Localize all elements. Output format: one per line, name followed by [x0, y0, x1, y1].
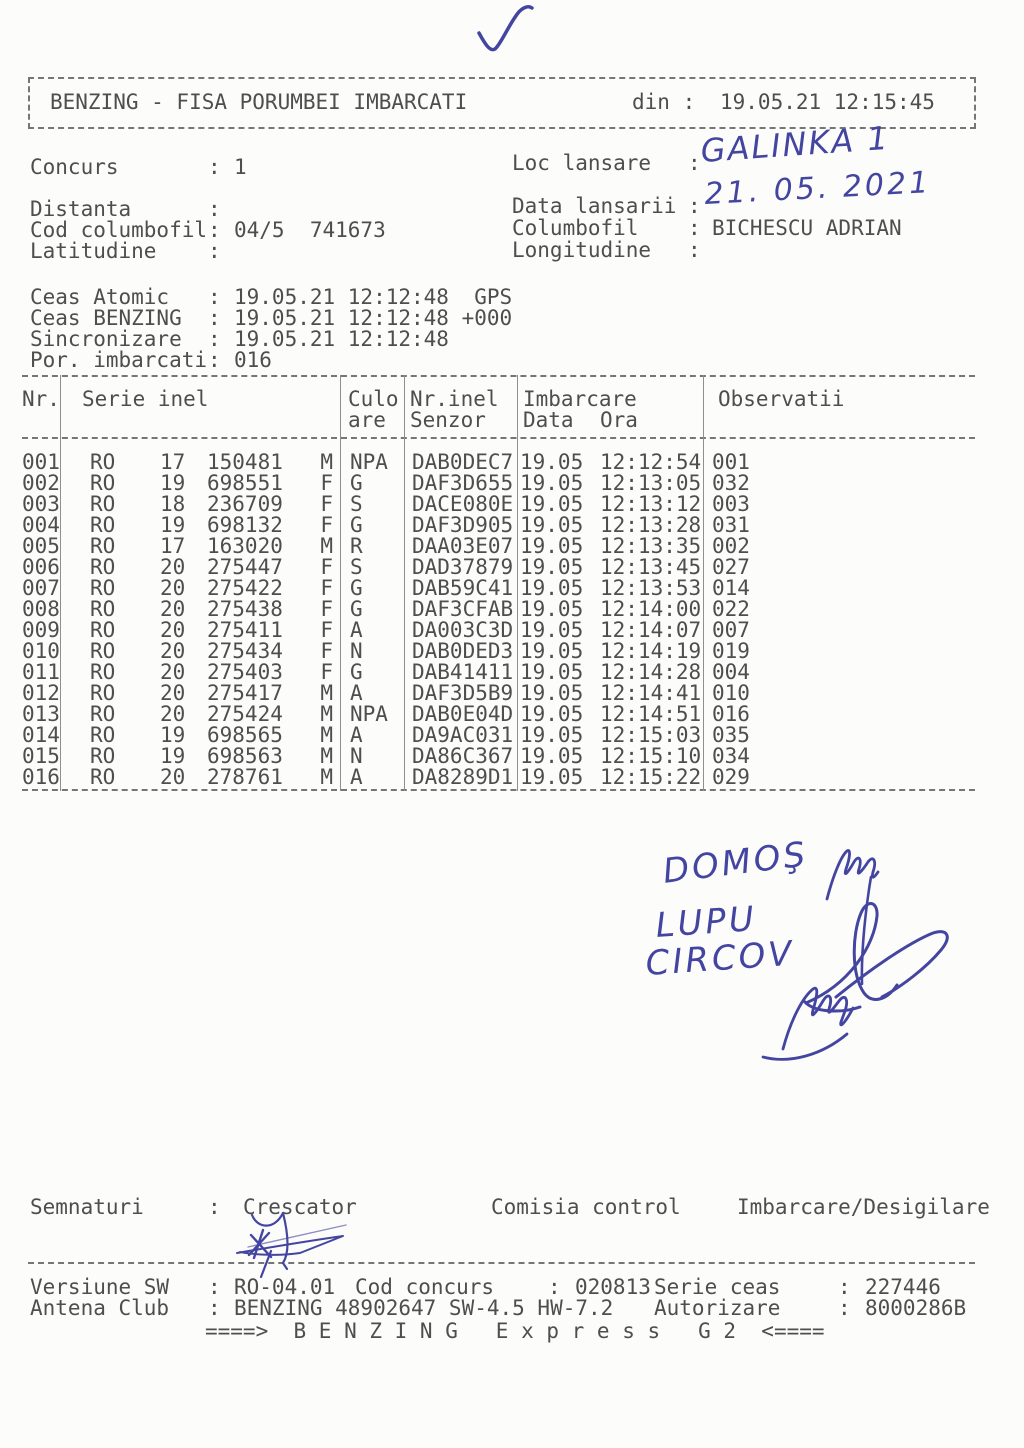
colon: : [688, 238, 701, 262]
cell-ring-year: 20 [160, 681, 186, 705]
col-header-ora: Ora [600, 408, 638, 432]
cell-observatii: 022 [712, 597, 750, 621]
header-box [28, 77, 976, 129]
colon: : [838, 1296, 851, 1320]
cell-observatii: 004 [712, 660, 750, 684]
col-header-nr: Nr. [22, 387, 60, 411]
cell-time: 12:12:54 [600, 450, 702, 474]
col-header-culoare: Culo [348, 387, 399, 411]
col-header-culoare: are [348, 408, 386, 432]
cell-ring-year: 19 [160, 723, 186, 747]
cell-sensor: DA86C367 [412, 744, 514, 768]
cell-time: 12:14:41 [600, 681, 702, 705]
cell-ring-number: 163020 [207, 534, 283, 558]
cell-ring-country: RO [90, 492, 116, 516]
cell-ring-number: 278761 [207, 765, 283, 789]
longitudine-label: Longitudine [512, 238, 652, 262]
cell-observatii: 029 [712, 765, 750, 789]
ceas-benzing-value: 19.05.21 12:12:48 +000 [234, 306, 513, 330]
cell-date: 19.05 [520, 471, 584, 495]
cell-sex: M [320, 450, 333, 474]
cell-sex: M [320, 702, 333, 726]
antena-club-value: BENZING 48902647 SW-4.5 HW-7.2 [234, 1296, 614, 1320]
cell-ring-country: RO [90, 765, 116, 789]
crescator-signature [248, 1225, 346, 1247]
data-lansarii-label: Data lansarii [512, 194, 677, 218]
cell-ring-country: RO [90, 618, 116, 642]
antena-club-label: Antena Club [30, 1296, 170, 1320]
cell-color: N [350, 639, 363, 663]
cell-nr: 008 [22, 597, 60, 621]
cell-ring-country: RO [90, 597, 116, 621]
signature-scribble [805, 1002, 860, 1011]
cell-ring-number: 698565 [207, 723, 283, 747]
cell-ring-year: 18 [160, 492, 186, 516]
signature-scribble [862, 877, 871, 984]
signature-scribble [827, 850, 878, 899]
cell-date: 19.05 [520, 597, 584, 621]
document-title: BENZING - FISA PORUMBEI IMBARCATI [50, 90, 468, 114]
cell-nr: 016 [22, 765, 60, 789]
ceas-benzing-label: Ceas BENZING [30, 306, 182, 330]
table-row [22, 578, 975, 599]
cell-date: 19.05 [520, 660, 584, 684]
cell-color: S [350, 555, 363, 579]
handwritten-loc-lansare: GALINKA 1 [699, 118, 891, 170]
table-row [22, 515, 975, 536]
cell-observatii: 019 [712, 639, 750, 663]
colon: : [208, 306, 221, 330]
cell-sensor: DA8289D1 [412, 765, 514, 789]
cell-time: 12:15:03 [600, 723, 702, 747]
footer-rule [28, 1262, 975, 1264]
semnaturi-label: Semnaturi [30, 1195, 144, 1219]
cod-columbofil-value: 04/5 741673 [234, 218, 386, 242]
crescator-signature [237, 1236, 343, 1255]
table-row [22, 620, 975, 641]
cell-ring-year: 20 [160, 660, 186, 684]
table-row [22, 599, 975, 620]
col-header-imbarcare: Imbarcare [523, 387, 637, 411]
cell-color: A [350, 681, 363, 705]
cell-sensor: DA9AC031 [412, 723, 514, 747]
cell-sensor: DAF3D905 [412, 513, 514, 537]
cell-nr: 006 [22, 555, 60, 579]
cell-nr: 002 [22, 471, 60, 495]
colon: : [208, 197, 221, 221]
cell-sex: F [320, 471, 333, 495]
distanta-label: Distanta [30, 197, 132, 221]
colon: : [208, 155, 221, 179]
cell-time: 12:14:28 [600, 660, 702, 684]
table-row [22, 473, 975, 494]
cell-observatii: 001 [712, 450, 750, 474]
cell-observatii: 003 [712, 492, 750, 516]
serie-ceas-label: Serie ceas [654, 1275, 781, 1299]
cell-time: 12:14:51 [600, 702, 702, 726]
columbofil-value: BICHESCU ADRIAN [712, 216, 902, 240]
table-row [22, 704, 975, 725]
cell-sensor: DACE080E [412, 492, 514, 516]
cell-sex: M [320, 681, 333, 705]
pigeon-table [22, 375, 975, 791]
cell-sex: F [320, 492, 333, 516]
table-row [22, 767, 975, 788]
colon: : [548, 1275, 561, 1299]
cell-ring-number: 275411 [207, 618, 283, 642]
signature-scribble [763, 1034, 847, 1059]
cell-date: 19.05 [520, 492, 584, 516]
cell-ring-number: 275447 [207, 555, 283, 579]
cell-sex: M [320, 723, 333, 747]
signature-scribble [783, 988, 853, 1049]
cell-sensor: DAF3D655 [412, 471, 514, 495]
cell-sensor: DAF3D5B9 [412, 681, 514, 705]
table-rule-top [22, 375, 975, 377]
por-imbarcati-value: 016 [234, 348, 272, 372]
cell-nr: 005 [22, 534, 60, 558]
imbarcare-desigilare-label: Imbarcare/Desigilare [737, 1195, 990, 1219]
cod-concurs-label: Cod concurs [355, 1275, 495, 1299]
cell-nr: 011 [22, 660, 60, 684]
cell-time: 12:13:12 [600, 492, 702, 516]
colon: : [688, 151, 701, 175]
comisia-control-label: Comisia control [491, 1195, 681, 1219]
table-row [22, 662, 975, 683]
cell-observatii: 035 [712, 723, 750, 747]
cell-observatii: 032 [712, 471, 750, 495]
cod-concurs-value: 020813 [575, 1275, 651, 1299]
col-header-senzor: Nr.inel [410, 387, 499, 411]
colon: : [208, 1195, 221, 1219]
cell-color: A [350, 618, 363, 642]
cell-date: 19.05 [520, 765, 584, 789]
colon: : [208, 239, 221, 263]
cell-sensor: DAB0DED3 [412, 639, 514, 663]
signature-scribble [806, 904, 897, 1003]
cell-ring-year: 19 [160, 513, 186, 537]
cell-ring-country: RO [90, 639, 116, 663]
cell-date: 19.05 [520, 450, 584, 474]
colon: : [688, 194, 701, 218]
cell-date: 19.05 [520, 744, 584, 768]
cell-date: 19.05 [520, 639, 584, 663]
cell-sex: F [320, 618, 333, 642]
signature-scribble [836, 932, 947, 997]
cell-observatii: 031 [712, 513, 750, 537]
cell-date: 19.05 [520, 681, 584, 705]
cell-sensor: DAB0E04D [412, 702, 514, 726]
handwritten-name-circov: CIRCOV [644, 933, 796, 984]
cell-time: 12:14:00 [600, 597, 702, 621]
cell-time: 12:13:28 [600, 513, 702, 537]
cell-date: 19.05 [520, 555, 584, 579]
col-header-senzor: Senzor [410, 408, 486, 432]
din-label: din : [632, 90, 696, 114]
cell-sex: M [320, 534, 333, 558]
cell-sex: F [320, 576, 333, 600]
handwritten-name-domos: DOMOŞ [660, 834, 811, 892]
cell-sensor: DAB41411 [412, 660, 514, 684]
table-rule-header [22, 437, 975, 439]
crescator-label: Crescator [243, 1195, 357, 1219]
cell-sensor: DAA03E07 [412, 534, 514, 558]
table-row [22, 452, 975, 473]
cell-ring-year: 20 [160, 597, 186, 621]
crescator-signature [249, 1230, 271, 1258]
cell-ring-country: RO [90, 660, 116, 684]
cell-date: 19.05 [520, 702, 584, 726]
cell-nr: 009 [22, 618, 60, 642]
cell-observatii: 007 [712, 618, 750, 642]
cell-color: N [350, 744, 363, 768]
ceas-atomic-value: 19.05.21 12:12:48 GPS [234, 285, 513, 309]
cod-columbofil-label: Cod columbofil [30, 218, 208, 242]
cell-sex: F [320, 597, 333, 621]
colon: : [208, 327, 221, 351]
cell-ring-number: 275422 [207, 576, 283, 600]
versiune-sw-label: Versiune SW [30, 1275, 170, 1299]
cell-observatii: 027 [712, 555, 750, 579]
autorizare-value: 8000286B [865, 1296, 967, 1320]
cell-ring-year: 19 [160, 471, 186, 495]
table-row [22, 683, 975, 704]
cell-color: G [350, 576, 363, 600]
cell-time: 12:13:35 [600, 534, 702, 558]
cell-time: 12:15:10 [600, 744, 702, 768]
cell-date: 19.05 [520, 576, 584, 600]
por-imbarcati-label: Por. imbarcati [30, 348, 208, 372]
cell-sex: M [320, 765, 333, 789]
cell-observatii: 016 [712, 702, 750, 726]
col-header-serie-inel: Serie inel [82, 387, 209, 411]
cell-color: A [350, 765, 363, 789]
cell-ring-year: 20 [160, 702, 186, 726]
colon: : [208, 1275, 221, 1299]
cell-ring-number: 275434 [207, 639, 283, 663]
cell-ring-country: RO [90, 723, 116, 747]
cell-ring-number: 275403 [207, 660, 283, 684]
cell-observatii: 034 [712, 744, 750, 768]
ceas-atomic-label: Ceas Atomic [30, 285, 170, 309]
cell-nr: 013 [22, 702, 60, 726]
cell-sensor: DA003C3D [412, 618, 514, 642]
cell-sex: F [320, 513, 333, 537]
cell-ring-number: 698563 [207, 744, 283, 768]
cell-ring-year: 17 [160, 534, 186, 558]
cell-color: R [350, 534, 363, 558]
table-row [22, 746, 975, 767]
cell-time: 12:14:19 [600, 639, 702, 663]
cell-date: 19.05 [520, 534, 584, 558]
cell-nr: 007 [22, 576, 60, 600]
cell-ring-number: 275424 [207, 702, 283, 726]
cell-sensor: DAD37879 [412, 555, 514, 579]
table-row [22, 494, 975, 515]
cell-color: NPA [350, 450, 388, 474]
cell-color: S [350, 492, 363, 516]
col-header-data: Data [523, 408, 574, 432]
concurs-value: 1 [234, 155, 247, 179]
cell-time: 12:13:53 [600, 576, 702, 600]
cell-nr: 001 [22, 450, 60, 474]
cell-sex: F [320, 555, 333, 579]
table-rows [22, 452, 975, 788]
table-row [22, 725, 975, 746]
cell-ring-number: 150481 [207, 450, 283, 474]
cell-observatii: 014 [712, 576, 750, 600]
cell-ring-country: RO [90, 513, 116, 537]
cell-ring-number: 236709 [207, 492, 283, 516]
cell-ring-country: RO [90, 534, 116, 558]
cell-ring-country: RO [90, 681, 116, 705]
cell-color: G [350, 513, 363, 537]
cell-time: 12:13:05 [600, 471, 702, 495]
cell-sensor: DAB59C41 [412, 576, 514, 600]
cell-observatii: 002 [712, 534, 750, 558]
cell-ring-number: 698132 [207, 513, 283, 537]
cell-sensor: DAB0DEC7 [412, 450, 514, 474]
cell-color: NPA [350, 702, 388, 726]
cell-time: 12:14:07 [600, 618, 702, 642]
colon: : [208, 285, 221, 309]
cell-ring-year: 20 [160, 576, 186, 600]
cell-nr: 015 [22, 744, 60, 768]
cell-date: 19.05 [520, 723, 584, 747]
cell-color: G [350, 660, 363, 684]
cell-ring-year: 20 [160, 618, 186, 642]
cell-nr: 003 [22, 492, 60, 516]
cell-sex: F [320, 660, 333, 684]
cell-ring-year: 17 [160, 450, 186, 474]
handwritten-data-lansarii: 21. 05. 2021 [703, 165, 932, 212]
colon: : [208, 348, 221, 372]
colon: : [208, 1296, 221, 1320]
cell-ring-country: RO [90, 555, 116, 579]
colon: : [208, 218, 221, 242]
cell-ring-number: 275438 [207, 597, 283, 621]
cell-nr: 012 [22, 681, 60, 705]
cell-color: G [350, 471, 363, 495]
cell-date: 19.05 [520, 513, 584, 537]
latitudine-label: Latitudine [30, 239, 157, 263]
cell-ring-country: RO [90, 471, 116, 495]
loc-lansare-label: Loc lansare [512, 151, 652, 175]
table-rule-bottom [22, 789, 975, 791]
checkmark-icon [479, 7, 532, 50]
cell-ring-year: 20 [160, 555, 186, 579]
din-timestamp: 19.05.21 12:15:45 [720, 90, 935, 114]
cell-color: G [350, 597, 363, 621]
cell-nr: 004 [22, 513, 60, 537]
crescator-signature [283, 1213, 288, 1269]
cell-sex: F [320, 639, 333, 663]
cell-color: A [350, 723, 363, 747]
cell-observatii: 010 [712, 681, 750, 705]
cell-sensor: DAF3CFAB [412, 597, 514, 621]
table-row [22, 536, 975, 557]
cell-time: 12:15:22 [600, 765, 702, 789]
cell-ring-country: RO [90, 576, 116, 600]
cell-date: 19.05 [520, 618, 584, 642]
table-row [22, 641, 975, 662]
serie-ceas-value: 227446 [865, 1275, 941, 1299]
benzing-banner: ====> B E N Z I N G E x p r e s s G 2 <==== [205, 1319, 825, 1343]
col-header-observatii: Observatii [718, 387, 845, 411]
cell-ring-country: RO [90, 744, 116, 768]
cell-ring-number: 275417 [207, 681, 283, 705]
cell-ring-country: RO [90, 450, 116, 474]
colon: : [688, 216, 701, 240]
cell-ring-year: 20 [160, 639, 186, 663]
crescator-signature [261, 1251, 271, 1277]
cell-time: 12:13:45 [600, 555, 702, 579]
table-row [22, 557, 975, 578]
handwritten-name-lupu: LUPU [654, 898, 759, 946]
cell-ring-year: 19 [160, 744, 186, 768]
colon: : [838, 1275, 851, 1299]
columbofil-label: Columbofil [512, 216, 639, 240]
cell-nr: 014 [22, 723, 60, 747]
cell-nr: 010 [22, 639, 60, 663]
versiune-sw-value: RO-04.01 [234, 1275, 336, 1299]
cell-ring-year: 20 [160, 765, 186, 789]
cell-ring-country: RO [90, 702, 116, 726]
sincronizare-value: 19.05.21 12:12:48 [234, 327, 449, 351]
cell-ring-number: 698551 [207, 471, 283, 495]
cell-sex: M [320, 744, 333, 768]
concurs-label: Concurs [30, 155, 119, 179]
autorizare-label: Autorizare [654, 1296, 781, 1320]
sincronizare-label: Sincronizare [30, 327, 182, 351]
